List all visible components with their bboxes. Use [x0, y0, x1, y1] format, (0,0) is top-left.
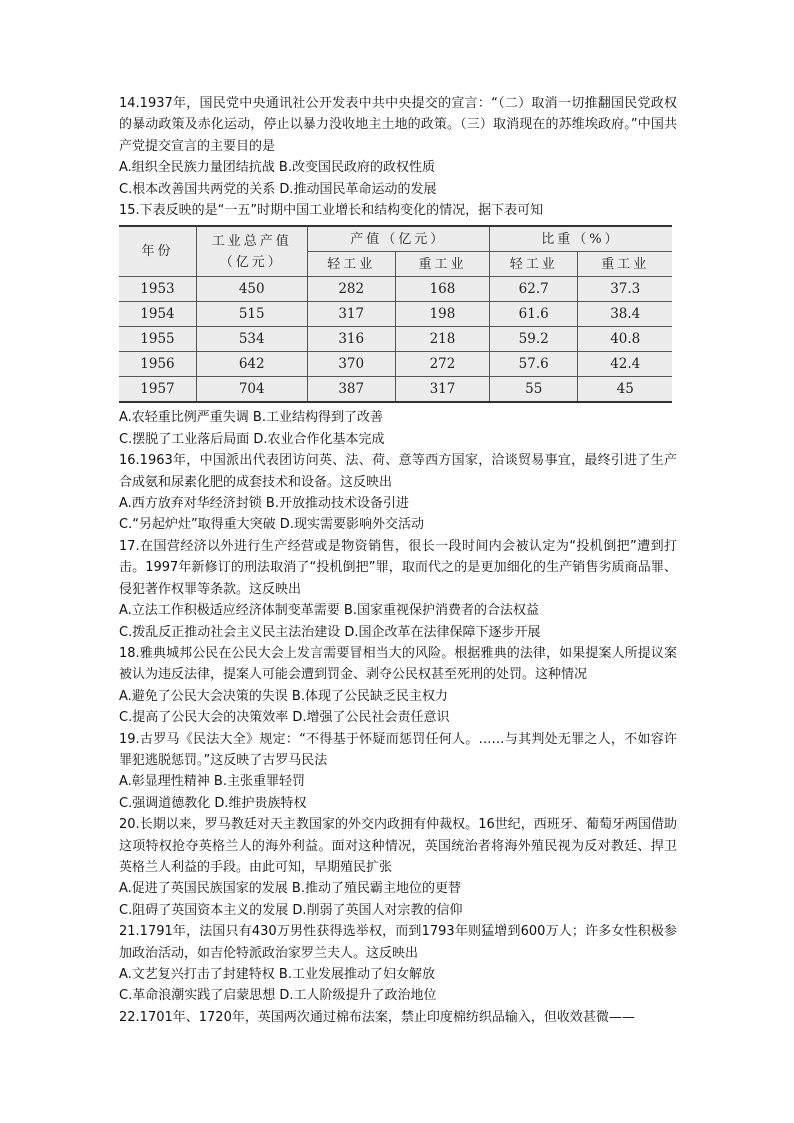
cell-heavy: 272 — [395, 352, 489, 377]
cell-light-ratio: 61.6 — [489, 302, 577, 327]
cell-heavy-ratio: 37.3 — [578, 277, 672, 302]
question-14-options-cd: C.根本改善国共两党的关系 D.推动国民革命运动的发展 — [119, 181, 437, 197]
table-row — [119, 277, 672, 302]
cell-total: 450 — [196, 277, 307, 302]
question-19-options-ab: A.彰显理性精神 B.主张重罪轻罚 — [119, 774, 305, 790]
industry-table-image — [119, 225, 672, 403]
subheader-heavy: 重工业 — [395, 252, 489, 277]
cell-heavy-ratio: 45 — [578, 377, 672, 401]
cell-light: 282 — [307, 277, 395, 302]
question-16-stem: 16.1963年，中国派出代表团访问英、法、荷、意等西方国家，洽谈贸易事宜，最终引进了生产合成氨和尿素化肥的成套技术和设备。这反映出 — [119, 453, 677, 490]
cell-light-ratio: 62.7 — [489, 277, 577, 302]
question-17-options-ab: A.立法工作积极适应经济体制变革需要 B.国家重视保护消费者的合法权益 — [119, 603, 539, 619]
cell-year: 1957 — [119, 377, 196, 401]
exam-page — [119, 93, 677, 1028]
question-18-options-cd: C.提高了公民大会的决策效率 D.增强了公民社会责任意识 — [119, 710, 450, 726]
cell-heavy-ratio: 40.8 — [578, 327, 672, 352]
question-19-stem: 19.古罗马《民法大全》规定：“不得基于怀疑而惩罚任何人。……与其判处无罪之人，不如容许罪犯逃脱惩罚。”这反映了古罗马民法 — [119, 731, 677, 768]
question-21-options-ab: A.文艺复兴打击了封建特权 B.工业发展推动了妇女解放 — [119, 967, 435, 982]
cell-year: 1956 — [119, 352, 196, 377]
cell-heavy: 168 — [395, 277, 489, 302]
industry-table — [119, 227, 672, 401]
cell-light: 316 — [307, 327, 395, 352]
header-output: 产值（亿元） — [307, 227, 489, 251]
question-16-options-cd: C.“另起炉灶”取得重大突破 D.现实需要影响外交活动 — [119, 517, 424, 533]
header-total-unit: （亿元） — [219, 254, 284, 270]
cell-light: 387 — [307, 377, 395, 401]
question-18-options-ab: A.避免了公民大会决策的失误 B.体现了公民缺乏民主权力 — [119, 688, 448, 704]
table-row — [119, 327, 672, 352]
cell-light-ratio: 57.6 — [489, 352, 577, 377]
cell-year: 1954 — [119, 302, 196, 327]
cell-light-ratio: 55 — [489, 377, 577, 401]
cell-light-ratio: 59.2 — [489, 327, 577, 352]
cell-light: 317 — [307, 302, 395, 327]
subheader-heavy-ratio: 重工业 — [578, 252, 672, 277]
subheader-light-ratio: 轻工业 — [489, 252, 577, 277]
subheader-light: 轻工业 — [307, 252, 395, 277]
cell-light: 370 — [307, 352, 395, 377]
cell-heavy: 218 — [395, 327, 489, 352]
cell-heavy-ratio: 42.4 — [578, 352, 672, 377]
cell-heavy-ratio: 38.4 — [578, 302, 672, 327]
question-22-stem: 22.1701年、1720年，英国两次通过棉布法案，禁止印度棉纺织品输入，但收效甚微—— — [119, 1009, 635, 1025]
cell-year: 1953 — [119, 277, 196, 302]
table-row — [119, 377, 672, 401]
cell-total: 515 — [196, 302, 307, 327]
question-16-options-ab: A.西方放弃对华经济封锁 B.开放推动技术设备引进 — [119, 496, 409, 512]
cell-total: 642 — [196, 352, 307, 377]
question-15-options-ab: A.农轻重比例严重失调 B.工业结构得到了改善 — [119, 410, 383, 426]
table-row — [119, 352, 672, 377]
cell-total: 704 — [196, 377, 307, 401]
header-ratio: 比重（%） — [489, 227, 672, 251]
question-17-options-cd: C.拨乱反正推动社会主义民主法治建设 D.国企改革在法律保障下逐步开展 — [119, 624, 541, 640]
cell-heavy: 198 — [395, 302, 489, 327]
question-15-stem: 15.下表反映的是“一五”时期中国工业增长和结构变化的情况，据下表可知 — [119, 203, 544, 219]
cell-heavy: 317 — [395, 377, 489, 401]
question-15-options-cd: C.摆脱了工业落后局面 D.农业合作化基本完成 — [119, 431, 385, 447]
question-17-stem: 17.在国营经济以外进行生产经营或是物资销售，很长一段时间内会被认定为“投机倒把”遭到打击。1997年新修订的刑法取消了“投机倒把”罪，取而代之的是更加细化的生产销售劣质商品罪、侵犯著作权罪等条款。这反映出 — [119, 538, 677, 597]
cell-total: 534 — [196, 327, 307, 352]
question-20-stem: 20.长期以来，罗马教廷对天主教国家的外交内政拥有仲裁权。16世纪，西班牙、葡萄牙两国借助这项特权抢夺英格兰人的海外利益。面对这种情况，英国统治者将海外殖民视为反对教廷、捍卫英格兰人利益的手段。由此可知，早期殖民扩张 — [119, 817, 677, 875]
cell-year: 1955 — [119, 327, 196, 352]
table-header-row — [119, 227, 672, 251]
question-14-stem: 14.1937年，国民党中央通讯社公开发表中共中央提交的宣言：“（二）取消一切推翻国民党政权的暴动政策及赤化运动，停止以暴力没收地主土地的政策。（三）取消现在的苏维埃政府。”中国共产党提交宣言的主要目的是 — [119, 96, 677, 154]
header-total-label: 工业总产值 — [211, 233, 292, 249]
question-21-options-cd: C.革命浪潮实践了启蒙思想 D.工人阶级提升了政治地位 — [119, 988, 437, 1004]
question-20-options-cd: C.阻碍了英国资本主义的发展 D.削弱了英国人对宗教的信仰 — [119, 902, 463, 918]
question-14-options-ab: A.组织全民族力量团结抗战 B.改变国民政府的政权性质 — [119, 160, 435, 176]
question-19-options-cd: C.强调道德教化 D.维护贵族特权 — [119, 795, 307, 811]
question-18-stem: 18.雅典城邦公民在公民大会上发言需要冒相当大的风险。根据雅典的法律，如果提案人所提议案被认为违反法律，提案人可能会遭到罚金、剥夺公民权甚至死刑的处罚。这种情况 — [119, 645, 677, 683]
question-21-stem: 21.1791年，法国只有430万男性获得选举权，而到1793年则猛增到600万人；许多女性积极参加政治活动，如吉伦特派政治家罗兰夫人。这反映出 — [119, 924, 677, 961]
table-row — [119, 302, 672, 327]
header-year: 年份 — [119, 227, 196, 276]
header-total-output — [196, 227, 307, 276]
question-20-options-ab: A.促进了英国民族国家的发展 B.推动了殖民霸主地位的更替 — [119, 881, 461, 897]
